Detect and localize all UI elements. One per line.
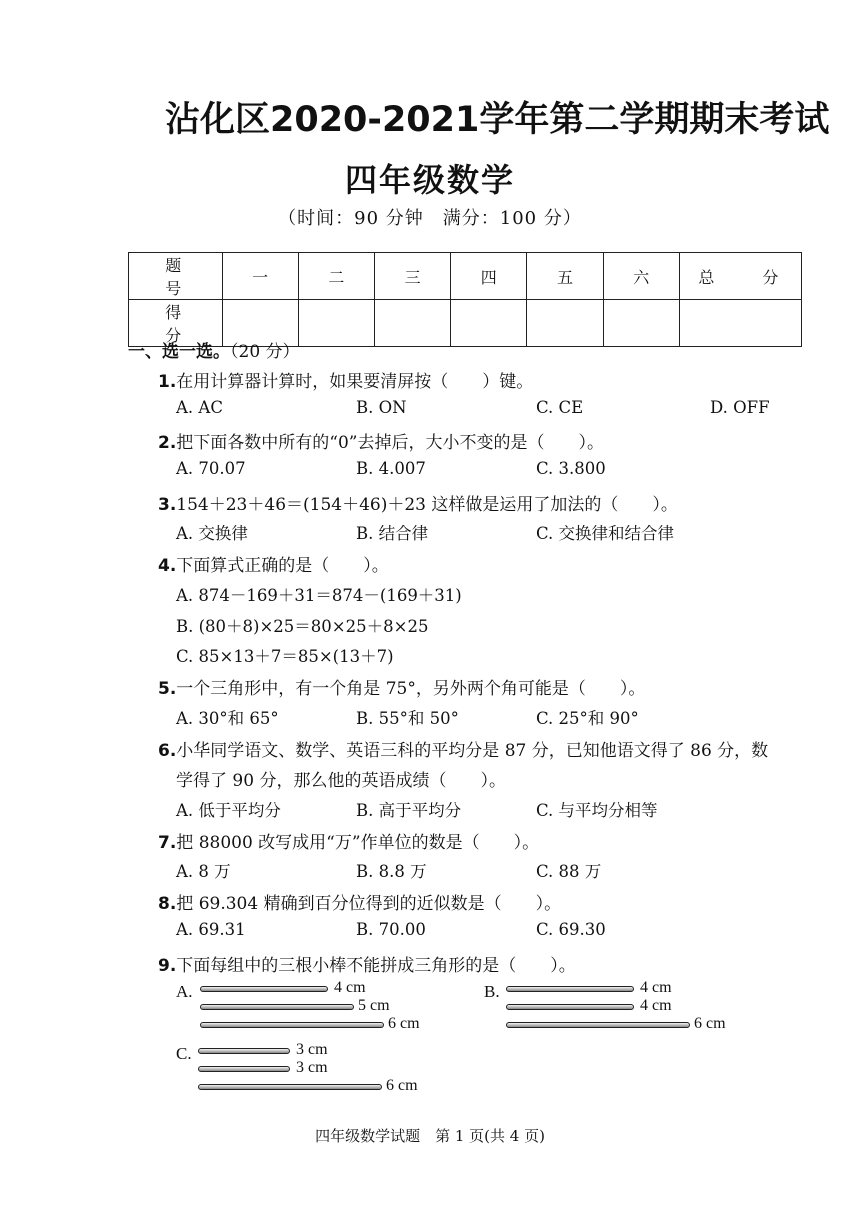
option-c[interactable]: C. 3.800 xyxy=(536,459,606,478)
question-1 xyxy=(158,367,533,392)
option-b[interactable]: B. 结合律 xyxy=(356,524,429,543)
score-blank[interactable] xyxy=(679,300,801,347)
option-c[interactable]: C. 与平均分相等 xyxy=(536,801,658,820)
question-number: 8. xyxy=(158,894,177,914)
stick-3cm xyxy=(198,1048,290,1054)
question-text: 154＋23＋46＝(154＋46)＋23 这样做是运用了加法的（ ）。 xyxy=(176,495,678,515)
question-text: 下面每组中的三根小棒不能拼成三角形的是（ ）。 xyxy=(176,956,576,976)
section-heading xyxy=(128,337,300,362)
question-text: 把下面各数中所有的“0”去掉后，大小不变的是（ ）。 xyxy=(176,433,604,453)
stick-length-label: 3 cm xyxy=(296,1041,328,1058)
question-9 xyxy=(158,951,576,976)
option-c[interactable]: C. 69.30 xyxy=(536,920,606,939)
option-a[interactable]: A. 低于平均分 xyxy=(176,801,281,820)
option-a[interactable]: A. xyxy=(176,982,193,1001)
score-blank[interactable] xyxy=(451,300,527,347)
score-cell-1: 一 xyxy=(222,253,298,300)
option-b[interactable]: B. (80＋8)×25＝80×25＋8×25 xyxy=(176,617,429,636)
question-number: 7. xyxy=(158,833,177,853)
option-b[interactable]: B. 55°和 50° xyxy=(356,709,459,728)
score-cell-label: 题 号 xyxy=(129,253,223,300)
question-number: 3. xyxy=(158,495,177,515)
stick-4cm xyxy=(506,1004,634,1010)
option-b[interactable]: B. ON xyxy=(356,398,407,417)
stick-3cm xyxy=(198,1066,290,1072)
option-a[interactable]: A. 874－169＋31＝874－(169＋31) xyxy=(176,586,462,605)
section-points: （20 分） xyxy=(230,342,300,362)
score-cell-4: 四 xyxy=(451,253,527,300)
option-b[interactable]: B. 4.007 xyxy=(356,459,426,478)
question-number: 1. xyxy=(158,372,177,392)
option-a[interactable]: A. 30°和 65° xyxy=(176,709,279,728)
stick-length-label: 3 cm xyxy=(296,1059,328,1076)
stick-length-label: 4 cm xyxy=(640,979,672,996)
option-a[interactable]: A. 69.31 xyxy=(176,920,246,939)
question-5 xyxy=(158,674,645,699)
question-4 xyxy=(158,551,389,576)
question-number: 9. xyxy=(158,956,177,976)
section-label: 一、选一选。 xyxy=(128,342,230,362)
question-text: 下面算式正确的是（ ）。 xyxy=(176,556,389,576)
question-number: 4. xyxy=(158,556,177,576)
question-number: 6. xyxy=(158,741,177,761)
stick-5cm xyxy=(200,1004,354,1010)
score-blank[interactable] xyxy=(527,300,603,347)
subject-title: 四年级数学 xyxy=(344,161,515,199)
option-c[interactable]: C. 85×13＋7＝85×(13＋7) xyxy=(176,647,394,666)
score-cell-5: 五 xyxy=(527,253,603,300)
score-row-label: 得 分 xyxy=(129,300,223,347)
score-cell-3: 三 xyxy=(374,253,450,300)
question-text: 把 88000 改写成用“万”作单位的数是（ ）。 xyxy=(176,833,540,853)
score-table-header-row xyxy=(129,253,802,300)
question-2 xyxy=(158,428,604,453)
stick-length-label: 4 cm xyxy=(334,979,366,996)
question-3 xyxy=(158,490,678,515)
option-a[interactable]: A. 交换律 xyxy=(176,524,248,543)
stick-4cm xyxy=(506,986,634,992)
stick-length-label: 6 cm xyxy=(386,1077,418,1094)
question-6 xyxy=(158,736,768,761)
score-cell-total: 总 分 xyxy=(679,253,801,300)
option-c[interactable]: C. 25°和 90° xyxy=(536,709,639,728)
question-text: 一个三角形中，有一个角是 75°，另外两个角可能是（ ）。 xyxy=(176,679,646,699)
question-number: 2. xyxy=(158,433,177,453)
question-6-continued: 学得了 90 分，那么他的英语成绩（ ）。 xyxy=(176,771,506,791)
page-footer: 四年级数学试题 第 1 页(共 4 页) xyxy=(315,1127,545,1145)
option-b[interactable]: B. 8.8 万 xyxy=(356,862,427,881)
option-a[interactable]: A. 70.07 xyxy=(176,459,246,478)
option-b[interactable]: B. xyxy=(484,982,500,1001)
score-cell-6: 六 xyxy=(603,253,679,300)
question-text: 小华同学语文、数学、英语三科的平均分是 87 分，已知他语文得了 86 分，数 xyxy=(176,741,769,761)
question-number: 5. xyxy=(158,679,177,699)
option-c[interactable]: C. CE xyxy=(536,398,584,417)
question-7 xyxy=(158,828,539,853)
stick-length-label: 5 cm xyxy=(358,997,390,1014)
option-b[interactable]: B. 高于平均分 xyxy=(356,801,462,820)
stick-4cm xyxy=(200,986,328,992)
option-d[interactable]: D. OFF xyxy=(710,398,770,417)
exam-title: 沾化区2020-2021学年第二学期期末考试 xyxy=(165,100,830,140)
exam-subtitle: （时间：90 分钟 满分：100 分） xyxy=(278,208,582,229)
score-cell-2: 二 xyxy=(298,253,374,300)
question-text: 在用计算器计算时，如果要清屏按（ ）键。 xyxy=(176,372,534,392)
stick-length-label: 6 cm xyxy=(388,1015,420,1032)
option-c[interactable]: C. xyxy=(176,1044,192,1063)
option-a[interactable]: A. AC xyxy=(176,398,223,417)
option-c[interactable]: C. 交换律和结合律 xyxy=(536,524,675,543)
option-c[interactable]: C. 88 万 xyxy=(536,862,602,881)
stick-length-label: 6 cm xyxy=(694,1015,726,1032)
score-blank[interactable] xyxy=(298,300,374,347)
stick-6cm xyxy=(200,1022,384,1028)
score-blank[interactable] xyxy=(603,300,679,347)
stick-length-label: 4 cm xyxy=(640,997,672,1014)
score-table xyxy=(128,252,802,347)
score-blank[interactable] xyxy=(374,300,450,347)
option-a[interactable]: A. 8 万 xyxy=(176,862,231,881)
stick-6cm xyxy=(198,1084,382,1090)
question-text: 把 69.304 精确到百分位得到的近似数是（ ）。 xyxy=(176,894,562,914)
stick-6cm xyxy=(506,1022,690,1028)
question-8 xyxy=(158,889,561,914)
option-b[interactable]: B. 70.00 xyxy=(356,920,426,939)
